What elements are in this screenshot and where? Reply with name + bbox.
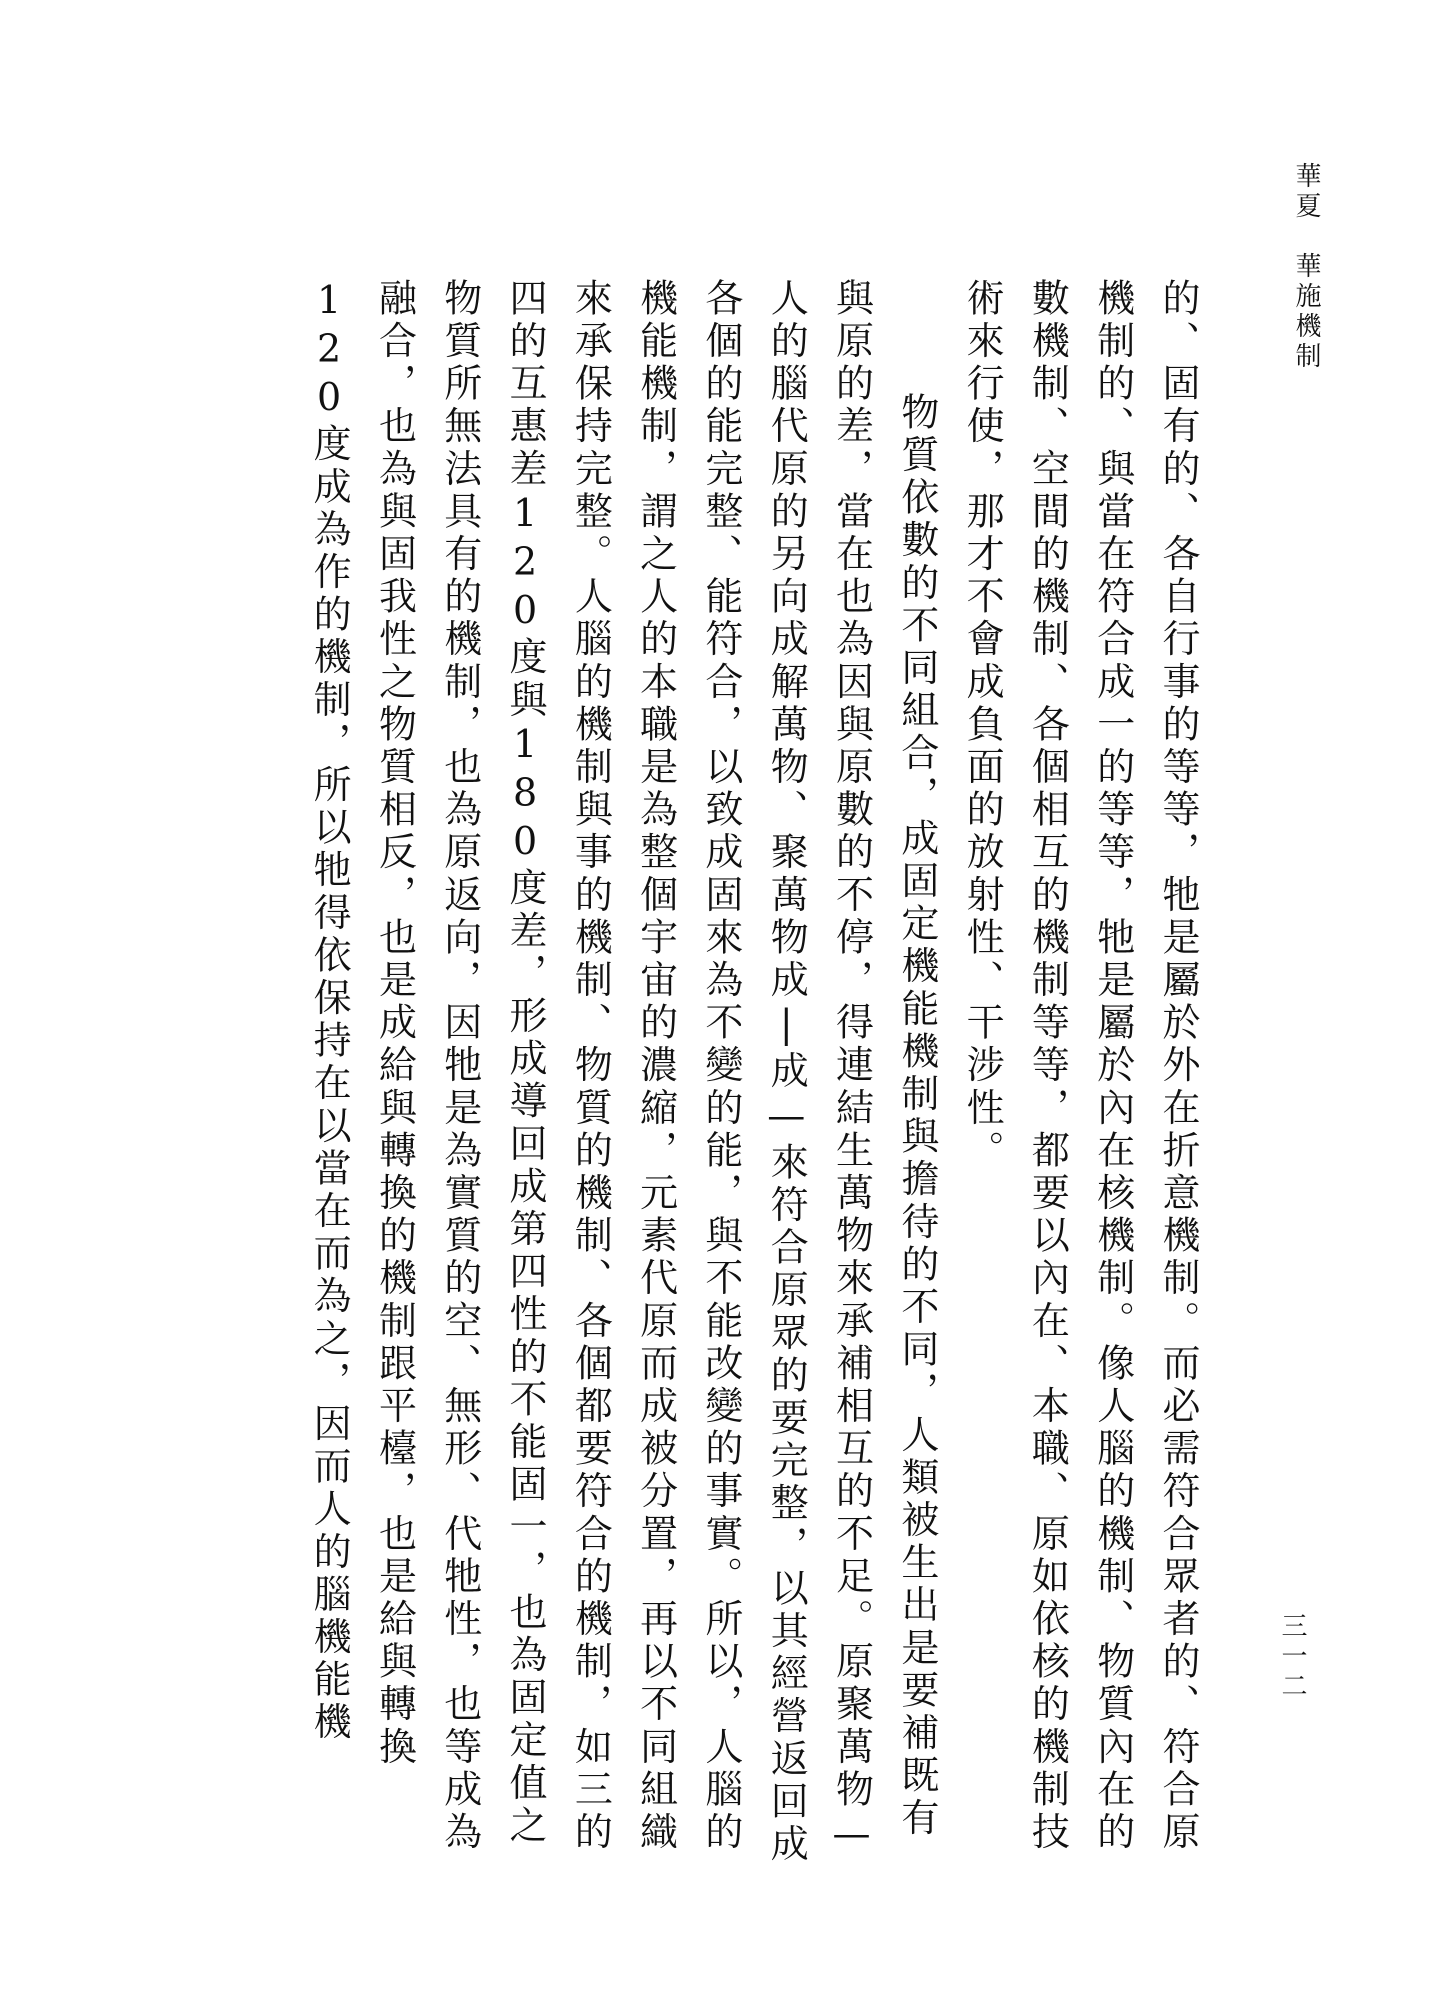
running-head: 華夏 華施機制 (1291, 162, 1321, 372)
page-number: 三一二 (1277, 1612, 1307, 1702)
body-text (180, 278, 1210, 1878)
paragraph-2: 物質依數的不同組合，成固定機能機制與擔待的不同，人類被生出是要補既有與原的差，當在也為因與原數的不停，得連結生萬物來承補相互的不足。原聚萬物—人的腦代原的另向成解萬物、聚萬物成|成—來符合原眾的要完整，以其經營返回成各個的能完整、能符合，以致成固來為不變的能，與不能改變的事實。所以，人腦的機能機制，謂之人的本職是為整個宇宙的濃縮，元素代原而成被分置，再以不同組織來承保持完整。人腦的機制與事的機制、物質的機制、各個都要符合的機制，如三的四的互惠差120度與180度差，形成導回成第四性的不能固一，也為固定值之物質所無法具有的機制，也為原返向，因牠是為實質的空、無形、代牠性，也等成為融合，也為與固我性之物質相反，也是成給與轉換的機制跟平檯，也是給與轉換120度成為作的機制，所以牠得依保持在以當在而為之，因而人的腦機能機 (307, 278, 939, 1867)
paragraph-1: 的、固有的、各自行事的等等，牠是屬於外在折意機制。而必需符合眾者的、符合原機制的、與當在符合成一的等等，牠是屬於內在核機制。像人腦的機制、物質內在的數機制、空間的機制、各個相互的機制等等，都要以內在、本職、原如依核的機制技術來行使，那才不會成負面的放射性、干涉性。 (960, 278, 1200, 1855)
